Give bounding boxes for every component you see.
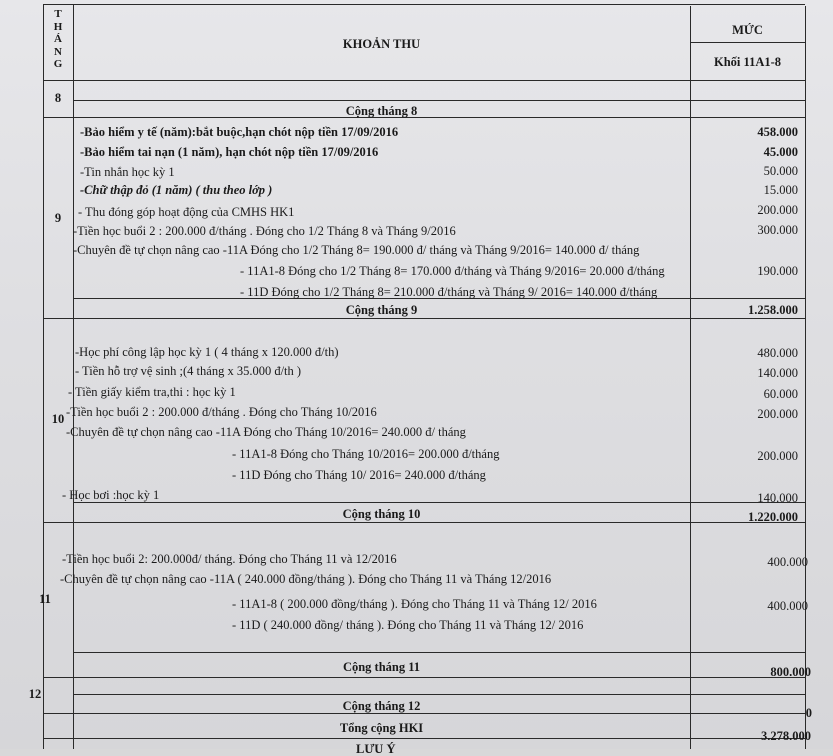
month-label: 10: [51, 412, 65, 426]
thang-letter: G: [53, 58, 63, 70]
month-subtotal-label: Cộng tháng 10: [342, 507, 421, 521]
month-subtotal-label: Cộng tháng 11: [342, 660, 421, 674]
month-subtotal-value: 800.000: [770, 665, 811, 679]
fee-amount: 140.000: [757, 491, 798, 505]
thang-letter: N: [54, 45, 62, 58]
fee-amount: 400.000: [767, 599, 808, 613]
month-label: 11: [39, 592, 51, 606]
footer-note: LƯU Ý: [356, 742, 396, 756]
fee-amount: 300.000: [757, 223, 798, 237]
khoan-thu-header: KHOẢN THU: [342, 37, 421, 51]
fee-amount: 60.000: [763, 387, 798, 401]
fee-item: -Bảo hiểm y tế (năm):bắt buộc,hạn chót nộp tiền 17/09/2016: [80, 125, 399, 139]
month-subtotal-value: 0: [805, 706, 812, 720]
fee-amount: 200.000: [757, 407, 798, 421]
fee-item: -Chữ thập đỏ (1 năm) ( thu theo lớp ): [80, 183, 273, 197]
fee-subitem: - 11D Đóng cho Tháng 10/ 2016= 240.000 đ/tháng: [232, 468, 486, 482]
fee-item: -Tiền học buổi 2 : 200.000 đ/tháng . Đóng cho 1/2 Tháng 8 và Tháng 9/2016: [73, 224, 456, 238]
fee-item: -Chuyên đề tự chọn nâng cao -11A Đóng cho 1/2 Tháng 8= 190.000 đ/ tháng và Tháng 9/2016= 140.000 đ/ tháng: [73, 243, 640, 257]
row9-bottom: [43, 318, 805, 319]
month-subtotal-value: 1.220.000: [748, 510, 798, 524]
month-subtotal-label: Cộng tháng 9: [345, 303, 418, 317]
fee-amount: 458.000: [757, 125, 798, 139]
row8-inner-line: [73, 100, 805, 101]
thang-column-header: [46, 8, 70, 71]
fee-item: - Học bơi :học kỳ 1: [62, 488, 160, 502]
thang-letter: T: [54, 8, 62, 20]
fee-amount: 45.000: [763, 145, 798, 159]
fee-amount: 400.000: [767, 555, 808, 569]
fee-amount: 200.000: [757, 449, 798, 463]
grand-total-value: 3.278.000: [761, 729, 811, 743]
header-divider-muc: [690, 42, 805, 43]
row12-subtotal-top: [73, 694, 805, 695]
month-label: 8: [54, 91, 62, 105]
fee-amount: 15.000: [763, 183, 798, 197]
fee-amount: 480.000: [757, 346, 798, 360]
fee-item: -Chuyên đề tự chọn nâng cao -11A ( 240.000 đồng/tháng ). Đóng cho Tháng 11 và Tháng 12/2016: [60, 572, 552, 586]
fee-item: -Tiền học buổi 2 : 200.000 đ/tháng . Đóng cho Tháng 10/2016: [66, 405, 377, 419]
thang-letter: Á: [54, 33, 62, 45]
fee-subitem: - 11D Đóng cho 1/2 Tháng 8= 210.000 đ/tháng và Tháng 9/ 2016= 140.000 đ/tháng: [240, 285, 658, 299]
month-subtotal-value: 1.258.000: [748, 303, 798, 317]
table-border-right: [805, 6, 806, 749]
month-label: 12: [28, 687, 42, 701]
table-border-left: [43, 4, 44, 749]
fee-item: -Bảo hiểm tai nạn (1 năm), hạn chót nộp tiền 17/09/2016: [80, 145, 379, 159]
fee-item: -Chuyên đề tự chọn nâng cao -11A Đóng cho Tháng 10/2016= 240.000 đ/ tháng: [66, 425, 466, 439]
fee-item: - Thu đóng góp hoạt động của CMHS HK1: [78, 205, 295, 219]
fee-subitem: - 11A1-8 Đóng cho 1/2 Tháng 8= 170.000 đ/tháng và Tháng 9/2016= 20.000 đ/tháng: [240, 264, 665, 278]
month-subtotal-label: Cộng tháng 8: [345, 104, 418, 118]
month-subtotal-label: Cộng tháng 12: [342, 699, 421, 713]
fee-subitem: - 11A1-8 ( 200.000 đồng/tháng ). Đóng cho Tháng 11 và Tháng 12/ 2016: [232, 597, 597, 611]
fee-subitem: - 11D ( 240.000 đồng/ tháng ). Đóng cho Tháng 11 và Tháng 12/ 2016: [232, 618, 584, 632]
fee-amount: 50.000: [763, 164, 798, 178]
row11-subtotal-top: [73, 652, 805, 653]
fee-amount: 200.000: [757, 203, 798, 217]
fee-item: -Học phí công lập học kỳ 1 ( 4 tháng x 120.000 đ/th): [75, 345, 339, 359]
fee-amount: 190.000: [757, 264, 798, 278]
month-label: 9: [54, 211, 62, 225]
fee-item: - Tiền hỗ trợ vệ sinh ;(4 tháng x 35.000 đ/th ): [75, 364, 302, 378]
thang-letter: H: [53, 20, 63, 33]
fee-item: -Tin nhắn học kỳ 1: [80, 165, 175, 179]
header-bottom: [43, 80, 805, 81]
grand-total-label: Tổng cộng HKI: [339, 721, 424, 735]
fee-item: -Tiền học buổi 2: 200.000đ/ tháng. Đóng cho Tháng 11 và 12/2016: [62, 552, 397, 566]
fee-subitem: - 11A1-8 Đóng cho Tháng 10/2016= 200.000 đ/tháng: [232, 447, 500, 461]
table-border-top: [43, 4, 805, 5]
khoi-header: Khối 11A1-8: [713, 55, 782, 69]
fee-amount: 140.000: [757, 366, 798, 380]
muc-header: MỨC: [732, 23, 763, 37]
fee-item: - Tiền giấy kiểm tra,thi : học kỳ 1: [68, 385, 236, 399]
